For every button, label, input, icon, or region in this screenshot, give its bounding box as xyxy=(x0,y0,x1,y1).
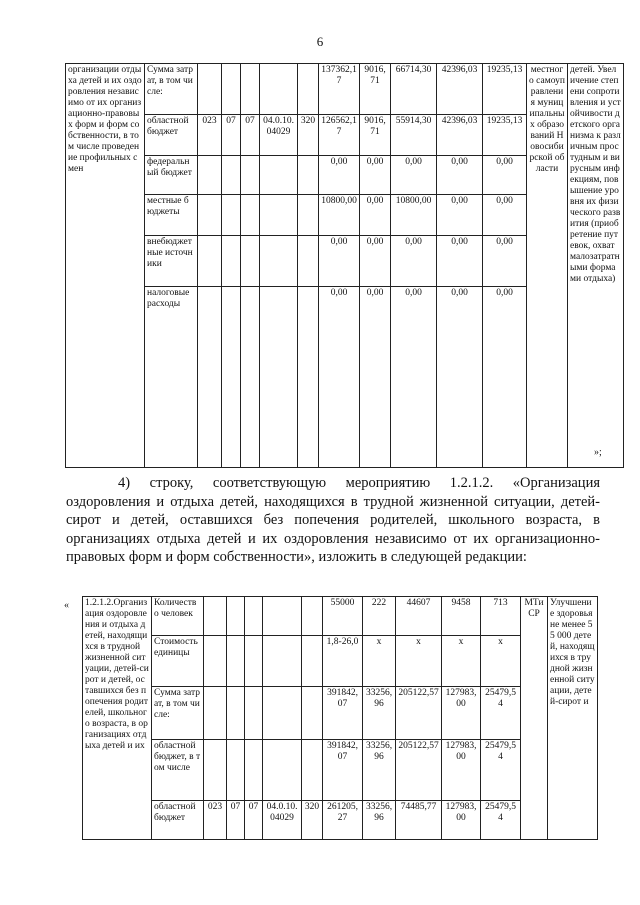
t2-cell-rz xyxy=(227,597,245,636)
t2-cell-v4: х xyxy=(442,636,481,687)
t2-cell-v2: 33256,96 xyxy=(363,740,396,801)
t2-cell-pr xyxy=(245,597,263,636)
t1-funding-source: Сумма затрат, в том числе: xyxy=(145,64,198,115)
t1-cell-v4: 0,00 xyxy=(437,195,483,236)
t1-cell-rz xyxy=(222,236,241,287)
t1-funding-source: налоговые расходы xyxy=(145,287,198,468)
t1-funding-source: федеральный бюджет xyxy=(145,156,198,195)
t1-cell-grbs xyxy=(198,195,222,236)
t2-cell-v2: 33256,96 xyxy=(363,687,396,740)
t1-cell-csr xyxy=(260,156,298,195)
t1-funding-source: внебюджетные источники xyxy=(145,236,198,287)
amendment-paragraph xyxy=(66,474,600,567)
t1-cell-v4: 0,00 xyxy=(437,236,483,287)
t2-cell-grbs xyxy=(204,597,227,636)
t1-cell-v3: 66714,30 xyxy=(391,64,437,115)
t2-cell-rz xyxy=(227,740,245,801)
t1-cell-v5: 0,00 xyxy=(483,236,527,287)
t1-cell-rz xyxy=(222,156,241,195)
t1-cell-vr xyxy=(298,236,319,287)
t2-cell-v4: 9458 xyxy=(442,597,481,636)
t1-cell-csr xyxy=(260,195,298,236)
closing-quote: »; xyxy=(594,447,602,458)
t1-cell-csr xyxy=(260,236,298,287)
t1-cell-csr xyxy=(260,64,298,115)
t1-cell-grbs xyxy=(198,287,222,468)
t2-cell-v1: 55000 xyxy=(323,597,363,636)
t2-cell-v3: 44607 xyxy=(396,597,442,636)
t1-cell-v4: 0,00 xyxy=(437,287,483,468)
t2-cell-rz xyxy=(227,687,245,740)
t2-cell-csr xyxy=(263,740,302,801)
t2-cell-grbs xyxy=(204,687,227,740)
t2-funding-source: областной бюджет, в том числе xyxy=(152,740,204,801)
t1-cell-v2: 0,00 xyxy=(360,236,391,287)
t1-cell-v2: 0,00 xyxy=(360,156,391,195)
t2-cell-csr xyxy=(263,687,302,740)
t2-cell-v1: 1,8-26,0 xyxy=(323,636,363,687)
t2-expected-result: Улучшение здоровья не менее 55 000 детей, находящихся в трудной жизненной ситуации, детей-сирот и xyxy=(548,597,598,840)
t1-cell-v1: 126562,17 xyxy=(319,115,360,156)
t2-cell-csr: 04.0.10.04029 xyxy=(263,801,302,840)
t1-executor: местного самоуправления муниципальных образований Новосибирской области xyxy=(527,64,568,468)
t2-cell-rz: 07 xyxy=(227,801,245,840)
t1-cell-v1: 10800,00 xyxy=(319,195,360,236)
t2-funding-source: Стоимость единицы xyxy=(152,636,204,687)
t1-cell-csr: 04.0.10.04029 xyxy=(260,115,298,156)
t2-cell-v3: 205122,57 xyxy=(396,687,442,740)
t1-cell-v2: 0,00 xyxy=(360,287,391,468)
t1-cell-v1: 0,00 xyxy=(319,287,360,468)
t2-cell-v1: 261205,27 xyxy=(323,801,363,840)
t2-cell-v1: 391842,07 xyxy=(323,687,363,740)
t1-cell-csr xyxy=(260,287,298,468)
t2-cell-v3: 205122,57 xyxy=(396,740,442,801)
t2-funding-source: Количество человек xyxy=(152,597,204,636)
t2-cell-v4: 127983,00 xyxy=(442,801,481,840)
t1-cell-pr: 07 xyxy=(241,115,260,156)
t2-cell-csr xyxy=(263,636,302,687)
t2-cell-v2: х xyxy=(363,636,396,687)
t2-cell-v3: х xyxy=(396,636,442,687)
t1-funding-source: областной бюджет xyxy=(145,115,198,156)
t1-cell-grbs: 023 xyxy=(198,115,222,156)
table-row xyxy=(83,740,598,801)
t1-funding-source: местные бюджеты xyxy=(145,195,198,236)
t1-cell-v3: 0,00 xyxy=(391,287,437,468)
t1-cell-pr xyxy=(241,287,260,468)
t2-cell-vr xyxy=(302,740,323,801)
t2-cell-csr xyxy=(263,597,302,636)
t1-cell-vr xyxy=(298,287,319,468)
t2-cell-rz xyxy=(227,636,245,687)
t1-cell-v4: 42396,03 xyxy=(437,115,483,156)
page-number: 6 xyxy=(316,34,324,49)
t1-cell-v4: 0,00 xyxy=(437,156,483,195)
table-row xyxy=(66,64,624,115)
t1-cell-v3: 0,00 xyxy=(391,156,437,195)
t1-cell-v5: 19235,13 xyxy=(483,64,527,115)
t1-cell-v3: 10800,00 xyxy=(391,195,437,236)
paragraph-line-1: 4) строку, соответствующую мероприятию 1.2.1.2. «Организация xyxy=(118,475,600,491)
t1-cell-v3: 55914,30 xyxy=(391,115,437,156)
t1-cell-vr xyxy=(298,156,319,195)
t1-cell-v4: 42396,03 xyxy=(437,64,483,115)
t1-cell-v2: 9016,71 xyxy=(360,115,391,156)
t1-cell-rz xyxy=(222,287,241,468)
table-row xyxy=(83,687,598,740)
t2-cell-pr xyxy=(245,636,263,687)
t2-cell-v4: 127983,00 xyxy=(442,740,481,801)
t2-cell-v1: 391842,07 xyxy=(323,740,363,801)
program-table-new xyxy=(82,596,598,840)
t2-cell-v3: 74485,77 xyxy=(396,801,442,840)
t2-cell-vr xyxy=(302,636,323,687)
t2-cell-pr xyxy=(245,740,263,801)
t1-cell-v5: 0,00 xyxy=(483,156,527,195)
t2-cell-v5: х xyxy=(481,636,521,687)
t1-cell-grbs xyxy=(198,64,222,115)
t1-cell-vr xyxy=(298,64,319,115)
t2-cell-v2: 222 xyxy=(363,597,396,636)
t2-cell-v5: 713 xyxy=(481,597,521,636)
t2-cell-v2: 33256,96 xyxy=(363,801,396,840)
t1-cell-vr xyxy=(298,195,319,236)
t1-cell-pr xyxy=(241,156,260,195)
t2-activity-name: 1.2.1.2.Организация оздоровления и отдыха детей, находящихся в трудной жизненной ситуации, детей-сирот и детей, оставшихся без попечения родителей, школьного возраста, в организациях отдыха детей и их xyxy=(83,597,152,840)
t2-cell-grbs xyxy=(204,636,227,687)
table-row xyxy=(83,597,598,636)
table-row xyxy=(83,801,598,840)
t1-cell-v5: 0,00 xyxy=(483,287,527,468)
t2-cell-pr xyxy=(245,687,263,740)
t2-cell-v5: 25479,54 xyxy=(481,740,521,801)
t1-cell-pr xyxy=(241,195,260,236)
t1-cell-v3: 0,00 xyxy=(391,236,437,287)
t1-cell-rz xyxy=(222,64,241,115)
t1-cell-grbs xyxy=(198,156,222,195)
t2-executor: МТиСР xyxy=(521,597,548,840)
t1-cell-rz xyxy=(222,195,241,236)
t1-cell-v1: 137362,17 xyxy=(319,64,360,115)
t1-cell-v1: 0,00 xyxy=(319,236,360,287)
t1-cell-vr: 320 xyxy=(298,115,319,156)
t1-cell-v2: 0,00 xyxy=(360,195,391,236)
t2-cell-v5: 25479,54 xyxy=(481,801,521,840)
t1-expected-result: детей. Увеличение степени сопротивления и устойчивости детского организма к различным простудным и вирусным инфекциям, повышение уровня их физического развития (приобретение путевок, охват малозатратными формами отдыха) xyxy=(568,64,624,468)
t1-cell-v5: 0,00 xyxy=(483,195,527,236)
t2-cell-vr: 320 xyxy=(302,801,323,840)
t1-cell-pr xyxy=(241,64,260,115)
t1-cell-pr xyxy=(241,236,260,287)
table-row xyxy=(83,636,598,687)
t2-cell-grbs xyxy=(204,740,227,801)
t2-cell-v4: 127983,00 xyxy=(442,687,481,740)
t1-cell-v1: 0,00 xyxy=(319,156,360,195)
t2-cell-pr: 07 xyxy=(245,801,263,840)
t1-cell-v2: 9016,71 xyxy=(360,64,391,115)
t2-cell-v5: 25479,54 xyxy=(481,687,521,740)
program-table-continued xyxy=(65,63,624,468)
t2-funding-source: областной бюджет xyxy=(152,801,204,840)
t2-funding-source: Сумма затрат, в том числе: xyxy=(152,687,204,740)
t1-cell-grbs xyxy=(198,236,222,287)
opening-quote: « xyxy=(64,600,69,611)
t1-activity-name: организации отдыха детей и их оздоровления независимо от их организационно-правовых форм и форм собственности, в том числе проведение профильных смен xyxy=(66,64,145,468)
t1-cell-rz: 07 xyxy=(222,115,241,156)
t2-cell-vr xyxy=(302,687,323,740)
t2-cell-grbs: 023 xyxy=(204,801,227,840)
t2-cell-vr xyxy=(302,597,323,636)
paragraph-body: оздоровления и отдыха детей, находящихся в трудной жизненной ситуации, детей-сирот и детей, оставшихся без попечения родителей, школьного возраста, в организациях отдыха детей и их оздоровления независимо от их организационно-правовых форм и форм собственности», изложить в следующей редакции: xyxy=(66,493,600,565)
t1-cell-v5: 19235,13 xyxy=(483,115,527,156)
